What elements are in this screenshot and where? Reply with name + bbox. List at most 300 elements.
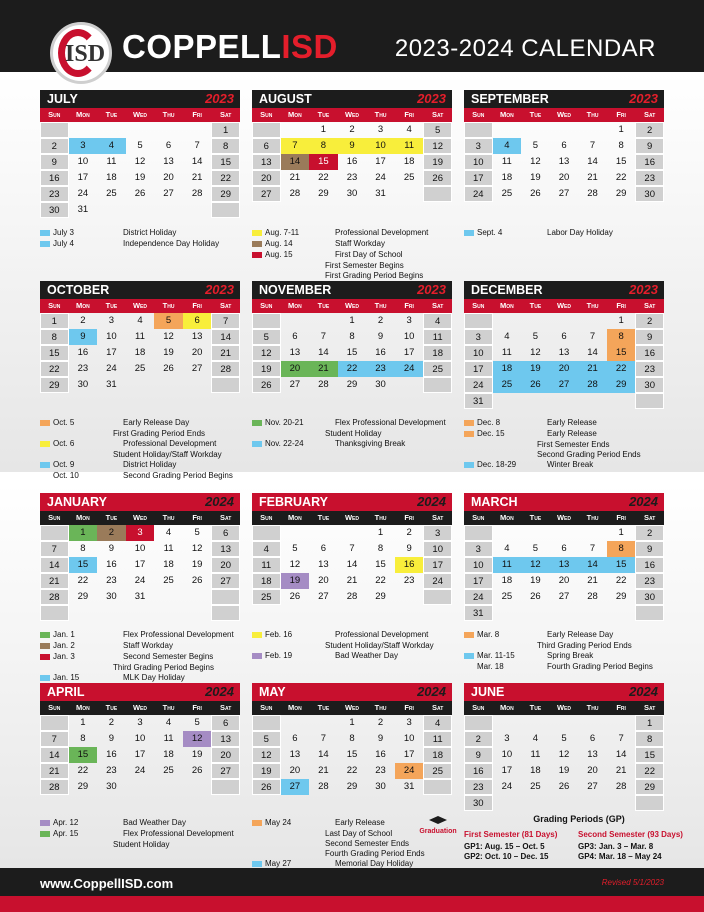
empty-day-cell (211, 605, 240, 621)
day-cell: 5 (532, 331, 539, 342)
legend-label: Thanksgiving Break (335, 439, 406, 448)
day-cell: 21 (346, 575, 358, 586)
day-cell: 17 (403, 347, 415, 358)
month-name: MARCH (471, 495, 518, 509)
day-cell: 16 (375, 749, 386, 760)
legend-date: Apr. 12 (53, 818, 79, 827)
empty-day-cell (183, 122, 212, 138)
empty-day-cell (607, 605, 636, 621)
day-cell: 27 (558, 591, 570, 602)
day-cell: 10 (464, 557, 493, 573)
day-cell: 15 (375, 559, 386, 570)
legend-sub-label: Second Grading Period Ends (537, 450, 641, 459)
day-cell: 18 (163, 559, 174, 570)
day-cell: 16 (375, 347, 386, 358)
legend-sep (464, 228, 664, 239)
day-cell: 21 (191, 172, 203, 183)
weekday-label: Mon (287, 513, 302, 522)
legend-item (252, 439, 452, 449)
legend-item (252, 228, 452, 238)
legend-item (252, 651, 452, 661)
day-cell: 23 (40, 186, 69, 202)
month-aug (252, 90, 452, 202)
day-cell: 29 (77, 591, 89, 602)
day-cell: 20 (558, 575, 570, 586)
day-cell: 15 (346, 749, 358, 760)
weekday-label: Fri (404, 513, 414, 522)
day-cell: 14 (211, 329, 240, 345)
day-cell: 9 (69, 329, 98, 345)
day-cell: 26 (530, 591, 541, 602)
day-cell: 18 (106, 172, 117, 183)
day-cell: 7 (589, 543, 596, 554)
day-cell: 28 (318, 781, 329, 792)
weekday-label: Sat (220, 513, 232, 522)
day-cell: 27 (252, 186, 281, 202)
day-cell: 25 (134, 363, 146, 374)
weekday-header-row (40, 108, 240, 122)
legend-label: Spring Break (547, 651, 594, 660)
month-jan (40, 493, 240, 621)
day-cell: 20 (211, 557, 240, 573)
day-cell: 8 (80, 733, 86, 744)
empty-day-cell (126, 377, 155, 393)
day-grid (464, 525, 664, 621)
empty-day-cell (464, 525, 493, 541)
legend-label: Early Release Day (123, 418, 190, 427)
empty-day-cell (183, 377, 212, 393)
weekday-label: Sun (48, 703, 61, 712)
day-cell: 24 (464, 377, 493, 393)
day-cell: 3 (464, 329, 493, 345)
day-cell: 19 (530, 172, 541, 183)
empty-day-cell (40, 122, 69, 138)
empty-day-cell (635, 795, 664, 811)
legend-swatch (252, 820, 262, 826)
month-oct (40, 281, 240, 393)
legend-swatch (252, 632, 262, 638)
day-cell: 3 (464, 138, 493, 154)
legend-sub-label: Third Grading Period Ends (537, 641, 632, 650)
legend-label: Memorial Day Holiday (335, 859, 414, 868)
brand-wordmark (122, 28, 338, 66)
day-cell: 15 (69, 557, 98, 573)
day-cell: 23 (635, 170, 664, 186)
day-cell: 5 (194, 527, 200, 538)
legend-date: Oct. 9 (53, 460, 75, 469)
empty-day-cell (464, 313, 493, 329)
day-cell: 7 (40, 731, 69, 747)
month-dec (464, 281, 664, 409)
empty-day-cell (578, 313, 607, 329)
day-cell: 26 (252, 779, 281, 795)
legend-date: Dec. 18-29 (477, 460, 517, 469)
brand-coppell: COPPELL (122, 28, 282, 65)
brand-isd: ISD (281, 28, 338, 65)
day-cell: 21 (587, 575, 598, 586)
day-cell: 18 (252, 573, 281, 589)
day-cell: 25 (252, 589, 281, 605)
month-sep (464, 90, 664, 202)
day-cell: 17 (464, 361, 493, 377)
day-cell: 20 (281, 361, 310, 377)
month-name: FEBRUARY (259, 495, 328, 509)
weekday-label: Sat (432, 110, 444, 119)
day-grid (464, 313, 664, 409)
empty-day-cell (578, 525, 607, 541)
day-cell: 11 (423, 731, 452, 747)
legend-swatch (252, 252, 262, 258)
day-grid (252, 122, 452, 202)
day-cell: 1 (320, 124, 327, 135)
day-cell: 6 (561, 140, 567, 151)
month-apr (40, 683, 240, 795)
month-feb (252, 493, 452, 605)
month-name: SEPTEMBER (471, 92, 549, 106)
weekday-label: Thu (162, 513, 175, 522)
empty-day-cell (252, 313, 281, 329)
weekday-label: Tue (105, 513, 118, 522)
day-cell: 13 (318, 559, 329, 570)
day-cell: 5 (252, 731, 281, 747)
day-cell: 29 (211, 186, 240, 202)
day-cell: 22 (338, 361, 367, 377)
day-cell: 16 (77, 347, 89, 358)
day-cell: 26 (521, 377, 550, 393)
weekday-label: Mon (75, 301, 90, 310)
day-cell: 7 (349, 543, 355, 554)
weekday-label: Fri (192, 110, 202, 119)
day-cell: 24 (106, 363, 117, 374)
legend-swatch (40, 473, 50, 479)
day-cell: 2 (377, 717, 384, 728)
day-cell: 10 (134, 733, 146, 744)
weekday-label: Wed (132, 703, 147, 712)
day-cell: 17 (77, 172, 89, 183)
day-cell: 9 (377, 331, 384, 342)
day-cell: 25 (403, 172, 415, 183)
empty-day-cell (607, 715, 636, 731)
grading-periods-box (464, 814, 694, 861)
month-year: 2023 (205, 91, 234, 106)
empty-day-cell (252, 715, 281, 731)
legend-swatch (464, 664, 474, 670)
empty-day-cell (211, 779, 240, 795)
day-cell: 8 (309, 138, 338, 154)
day-cell: 14 (40, 747, 69, 763)
day-cell: 21 (40, 763, 69, 779)
empty-day-cell (211, 202, 240, 218)
day-cell: 17 (464, 170, 493, 186)
legend-date: Mar. 11-15 (477, 651, 515, 660)
day-cell: 26 (191, 765, 203, 776)
month-header (40, 281, 240, 299)
first-semester-column (464, 830, 582, 862)
day-cell: 15 (615, 156, 627, 167)
day-cell: 20 (587, 765, 598, 776)
legend-swatch (464, 431, 474, 437)
day-cell: 24 (134, 765, 146, 776)
day-cell: 9 (464, 747, 493, 763)
day-cell: 25 (493, 377, 522, 393)
day-cell: 20 (558, 172, 570, 183)
weekday-label: Thu (586, 301, 599, 310)
day-cell: 3 (126, 525, 155, 541)
empty-day-cell (69, 605, 98, 621)
day-cell: 16 (106, 749, 117, 760)
month-name: APRIL (47, 685, 85, 699)
day-cell: 16 (464, 763, 493, 779)
weekday-label: Sat (644, 513, 656, 522)
legend-date: Jan. 1 (53, 630, 75, 639)
weekday-label: Thu (374, 703, 387, 712)
day-cell: 17 (403, 749, 415, 760)
weekday-label: Sun (260, 301, 273, 310)
day-cell: 26 (423, 170, 452, 186)
month-header (40, 493, 240, 511)
month-jul (40, 90, 240, 218)
empty-day-cell (338, 525, 367, 541)
empty-day-cell (550, 313, 579, 329)
weekday-label: Wed (556, 301, 571, 310)
empty-day-cell (281, 313, 310, 329)
day-cell: 31 (134, 591, 146, 602)
weekday-header-row (464, 299, 664, 313)
legend-date: Aug. 15 (265, 250, 293, 259)
empty-day-cell (550, 605, 579, 621)
empty-day-cell (154, 589, 183, 605)
day-cell: 13 (211, 731, 240, 747)
day-cell: 23 (403, 575, 415, 586)
month-year: 2024 (417, 684, 446, 699)
empty-day-cell (40, 525, 69, 541)
month-header (252, 90, 452, 108)
day-cell: 23 (635, 573, 664, 589)
empty-day-cell (423, 186, 452, 202)
day-cell: 11 (530, 749, 541, 760)
empty-day-cell (154, 779, 183, 795)
legend-swatch (40, 654, 50, 660)
legend-nov (252, 418, 452, 450)
empty-day-cell (281, 715, 310, 731)
day-cell: 10 (134, 543, 146, 554)
weekday-label: Sat (432, 513, 444, 522)
month-header (252, 683, 452, 701)
day-cell: 28 (346, 591, 358, 602)
calendar-title: 2023-2024 CALENDAR (394, 35, 656, 62)
day-cell: 31 (106, 379, 117, 390)
legend-swatch (464, 462, 474, 468)
empty-day-cell (578, 393, 607, 409)
legend-label: Staff Workday (123, 641, 173, 650)
gp2-text: GP2: Oct. 10 – Dec. 15 (464, 852, 549, 861)
day-cell: 12 (289, 559, 301, 570)
day-cell: 3 (504, 733, 510, 744)
legend-swatch (252, 861, 262, 867)
empty-day-cell (550, 715, 579, 731)
empty-day-cell (40, 605, 69, 621)
weekday-label: Fri (192, 703, 202, 712)
weekday-header-row (464, 108, 664, 122)
day-cell: 30 (635, 186, 664, 202)
day-cell: 16 (635, 154, 664, 170)
month-header (464, 90, 664, 108)
legend-swatch (40, 441, 50, 447)
empty-day-cell (493, 313, 522, 329)
day-cell: 3 (137, 717, 143, 728)
legend-date: Oct. 5 (53, 418, 75, 427)
empty-day-cell (395, 377, 424, 393)
day-cell: 5 (423, 122, 452, 138)
day-cell: 12 (183, 731, 212, 747)
empty-day-cell (607, 795, 636, 811)
day-cell: 18 (134, 347, 146, 358)
footer-website-link[interactable]: www.CoppellISD.com (40, 876, 174, 891)
day-cell: 5 (292, 543, 298, 554)
day-cell: 6 (211, 525, 240, 541)
legend-date: July 3 (53, 228, 74, 237)
legend-sub-label: Student Holiday/Staff Workday (113, 450, 222, 459)
weekday-label: Fri (616, 301, 626, 310)
day-cell: 6 (211, 715, 240, 731)
empty-day-cell (154, 202, 183, 218)
day-cell: 15 (635, 747, 664, 763)
empty-day-cell (97, 122, 126, 138)
day-cell: 12 (252, 345, 281, 361)
empty-day-cell (252, 122, 281, 138)
day-cell: 12 (530, 347, 541, 358)
empty-day-cell (97, 605, 126, 621)
weekday-label: Wed (132, 301, 147, 310)
legend-swatch (464, 653, 474, 659)
weekday-label: Sat (220, 703, 232, 712)
day-cell: 4 (423, 715, 452, 731)
empty-day-cell (281, 525, 310, 541)
month-name: DECEMBER (471, 283, 543, 297)
day-cell: 24 (134, 575, 146, 586)
month-year: 2023 (629, 282, 658, 297)
day-cell: 16 (395, 557, 424, 573)
empty-day-cell (464, 122, 493, 138)
month-header (252, 493, 452, 511)
day-cell: 6 (561, 331, 567, 342)
day-cell: 2 (97, 525, 126, 541)
weekday-label: Sat (644, 703, 656, 712)
day-cell: 9 (108, 733, 115, 744)
empty-day-cell (309, 313, 338, 329)
day-cell: 20 (252, 170, 281, 186)
weekday-label: Mon (287, 110, 302, 119)
legend-date: Sept. 4 (477, 228, 503, 237)
weekday-label: Thu (586, 110, 599, 119)
day-cell: 4 (504, 543, 510, 554)
day-cell: 14 (346, 559, 358, 570)
month-year: 2024 (205, 684, 234, 699)
day-grid (40, 122, 240, 218)
empty-day-cell (154, 122, 183, 138)
day-cell: 7 (320, 733, 327, 744)
day-cell: 25 (501, 188, 513, 199)
day-cell: 14 (281, 154, 310, 170)
day-cell: 14 (615, 749, 627, 760)
empty-day-cell (493, 122, 522, 138)
empty-day-cell (578, 795, 607, 811)
day-cell: 13 (163, 156, 174, 167)
legend-label: Professional Development (335, 228, 429, 237)
day-cell: 25 (530, 781, 541, 792)
legend-swatch (252, 241, 262, 247)
weekday-label: Mon (75, 703, 90, 712)
weekday-label: Mon (287, 301, 302, 310)
weekday-label: Fri (404, 301, 414, 310)
day-cell: 19 (134, 172, 146, 183)
day-cell: 11 (501, 347, 512, 358)
day-cell: 10 (464, 345, 493, 361)
day-grid (252, 715, 452, 795)
day-cell: 13 (558, 347, 570, 358)
day-cell: 9 (635, 329, 664, 345)
legend-date: May 24 (265, 818, 292, 827)
day-cell: 13 (211, 541, 240, 557)
day-cell: 1 (349, 315, 355, 326)
empty-day-cell (550, 393, 579, 409)
weekday-label: Sun (48, 110, 61, 119)
day-cell: 14 (318, 749, 329, 760)
legend-sub-label: First Grading Period Ends (113, 429, 206, 438)
day-cell: 9 (108, 543, 115, 554)
day-cell: 2 (406, 527, 412, 538)
day-cell: 22 (607, 361, 636, 377)
weekday-label: Wed (344, 301, 359, 310)
day-cell: 22 (77, 765, 89, 776)
weekday-label: Wed (132, 513, 147, 522)
day-cell: 2 (635, 525, 664, 541)
day-cell: 13 (550, 557, 579, 573)
day-cell: 13 (587, 749, 598, 760)
day-cell: 19 (191, 749, 203, 760)
day-cell: 31 (403, 781, 415, 792)
legend-date: Oct. 6 (53, 439, 75, 448)
weekday-label: Mon (499, 513, 514, 522)
empty-day-cell (154, 605, 183, 621)
legend-item (40, 228, 240, 238)
weekday-label: Tue (317, 110, 330, 119)
weekday-label: Tue (105, 110, 118, 119)
day-cell: 8 (377, 543, 384, 554)
day-cell: 9 (635, 138, 664, 154)
day-cell: 11 (252, 557, 281, 573)
day-cell: 6 (292, 331, 298, 342)
day-cell: 30 (464, 795, 493, 811)
day-cell: 26 (289, 591, 301, 602)
day-cell: 8 (349, 733, 355, 744)
day-cell: 19 (281, 573, 310, 589)
day-cell: 22 (615, 172, 627, 183)
legend-sub-label: Fourth Grading Period Ends (325, 849, 425, 858)
day-cell: 22 (77, 575, 89, 586)
day-cell: 31 (375, 188, 386, 199)
day-cell: 19 (530, 575, 541, 586)
day-cell: 8 (607, 329, 636, 345)
footer-revised-date: Revised 5/1/2023 (601, 878, 664, 887)
day-cell: 7 (211, 313, 240, 329)
day-cell: 27 (211, 763, 240, 779)
bottom-red-strip (0, 896, 704, 912)
weekday-label: Tue (529, 703, 542, 712)
day-cell: 22 (635, 763, 664, 779)
weekday-label: Wed (344, 110, 359, 119)
day-cell: 11 (106, 156, 117, 167)
